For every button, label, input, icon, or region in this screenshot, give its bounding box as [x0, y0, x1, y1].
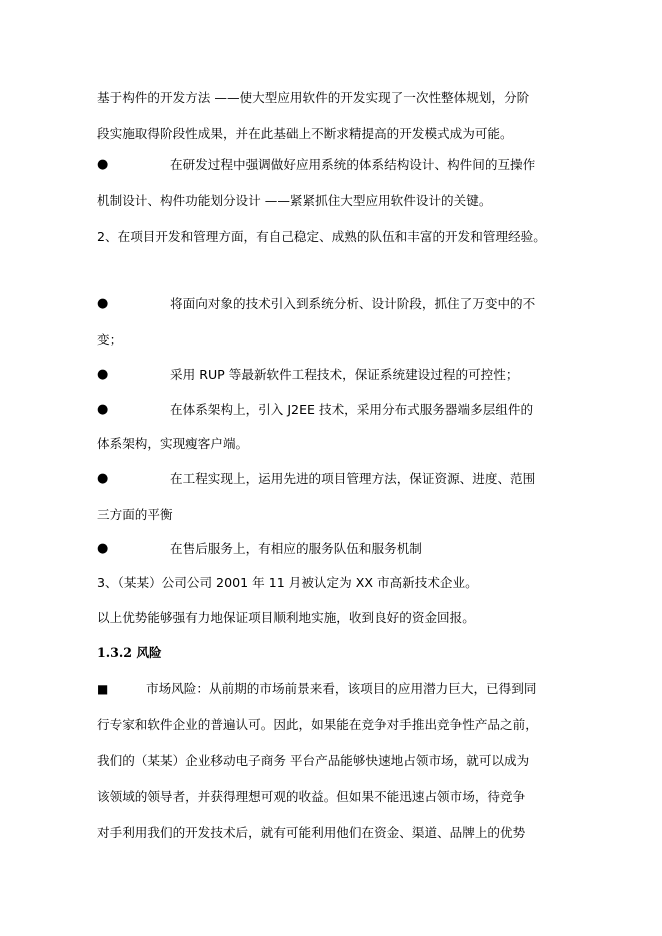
- bullet-text: 采用 RUP 等最新软件工程技术，保证系统建设过程的可控性；: [170, 367, 519, 382]
- bullet-circle-icon: ●: [97, 296, 109, 311]
- bullet-text: 在售后服务上，有相应的服务队伍和服务机制: [170, 541, 422, 556]
- bullet-circle-icon: ●: [97, 367, 109, 382]
- paragraph-line: 我们的（某某）企业移动电子商务 平台产品能够快速地占领市场，就可以成为: [97, 753, 530, 768]
- bullet-circle-icon: ●: [97, 541, 109, 556]
- paragraph-line: 变；: [97, 332, 123, 347]
- bullet-text: 将面向对象的技术引入到系统分析、设计阶段，抓住了万变中的不: [170, 296, 536, 311]
- paragraph-line: 段实施取得阶段性成果，并在此基础上不断求精提高的开发模式成为可能。: [97, 126, 513, 141]
- paragraph-line: 以上优势能够强有力地保证项目顺利地实施，收到良好的资金回报。: [97, 610, 475, 625]
- paragraph-line: 行专家和软件企业的普遍认可。因此，如果能在竞争对手推出竞争性产品之前，: [97, 717, 538, 732]
- paragraph-line: 机制设计、构件功能划分设计 ——紧紧抓住大型应用软件设计的关键。: [97, 193, 492, 208]
- paragraph-line: 三方面的平衡: [97, 507, 173, 522]
- bullet-square-icon: ■: [97, 682, 109, 696]
- bullet-circle-icon: ●: [97, 402, 109, 417]
- bullet-circle-icon: ●: [97, 157, 109, 172]
- paragraph-line: 基于构件的开发方法 ——使大型应用软件的开发实现了一次性整体规划，分阶: [97, 90, 530, 105]
- paragraph-line: 对手利用我们的开发技术后，就有可能利用他们在资金、渠道、品牌上的优势: [97, 825, 526, 840]
- paragraph-line: 体系架构，实现瘦客户端。: [97, 436, 249, 451]
- paragraph-line: 该领域的领导者，并获得理想可观的收益。但如果不能迅速占领市场，待竞争: [97, 789, 526, 804]
- bullet-text: 在工程实现上，运用先进的项目管理方法，保证资源、进度、范围: [170, 471, 536, 486]
- bullet-circle-icon: ●: [97, 471, 109, 486]
- numbered-item: 3、（某某）公司公司 2001 年 11 月被认定为 XX 市高新技术企业。: [97, 575, 478, 590]
- bullet-text: 在研发过程中强调做好应用系统的体系结构设计、构件间的互操作: [170, 157, 536, 172]
- numbered-item: 2、在项目开发和管理方面，有自己稳定、成熟的队伍和丰富的开发和管理经验。: [97, 229, 546, 244]
- bullet-text: 市场风险：从前期的市场前景来看，该项目的应用潜力巨大，已得到同: [146, 681, 537, 696]
- bullet-text: 在体系架构上，引入 J2EE 技术，采用分布式服务器端多层组件的: [170, 402, 534, 417]
- section-heading: 1.3.2 风险: [97, 645, 162, 660]
